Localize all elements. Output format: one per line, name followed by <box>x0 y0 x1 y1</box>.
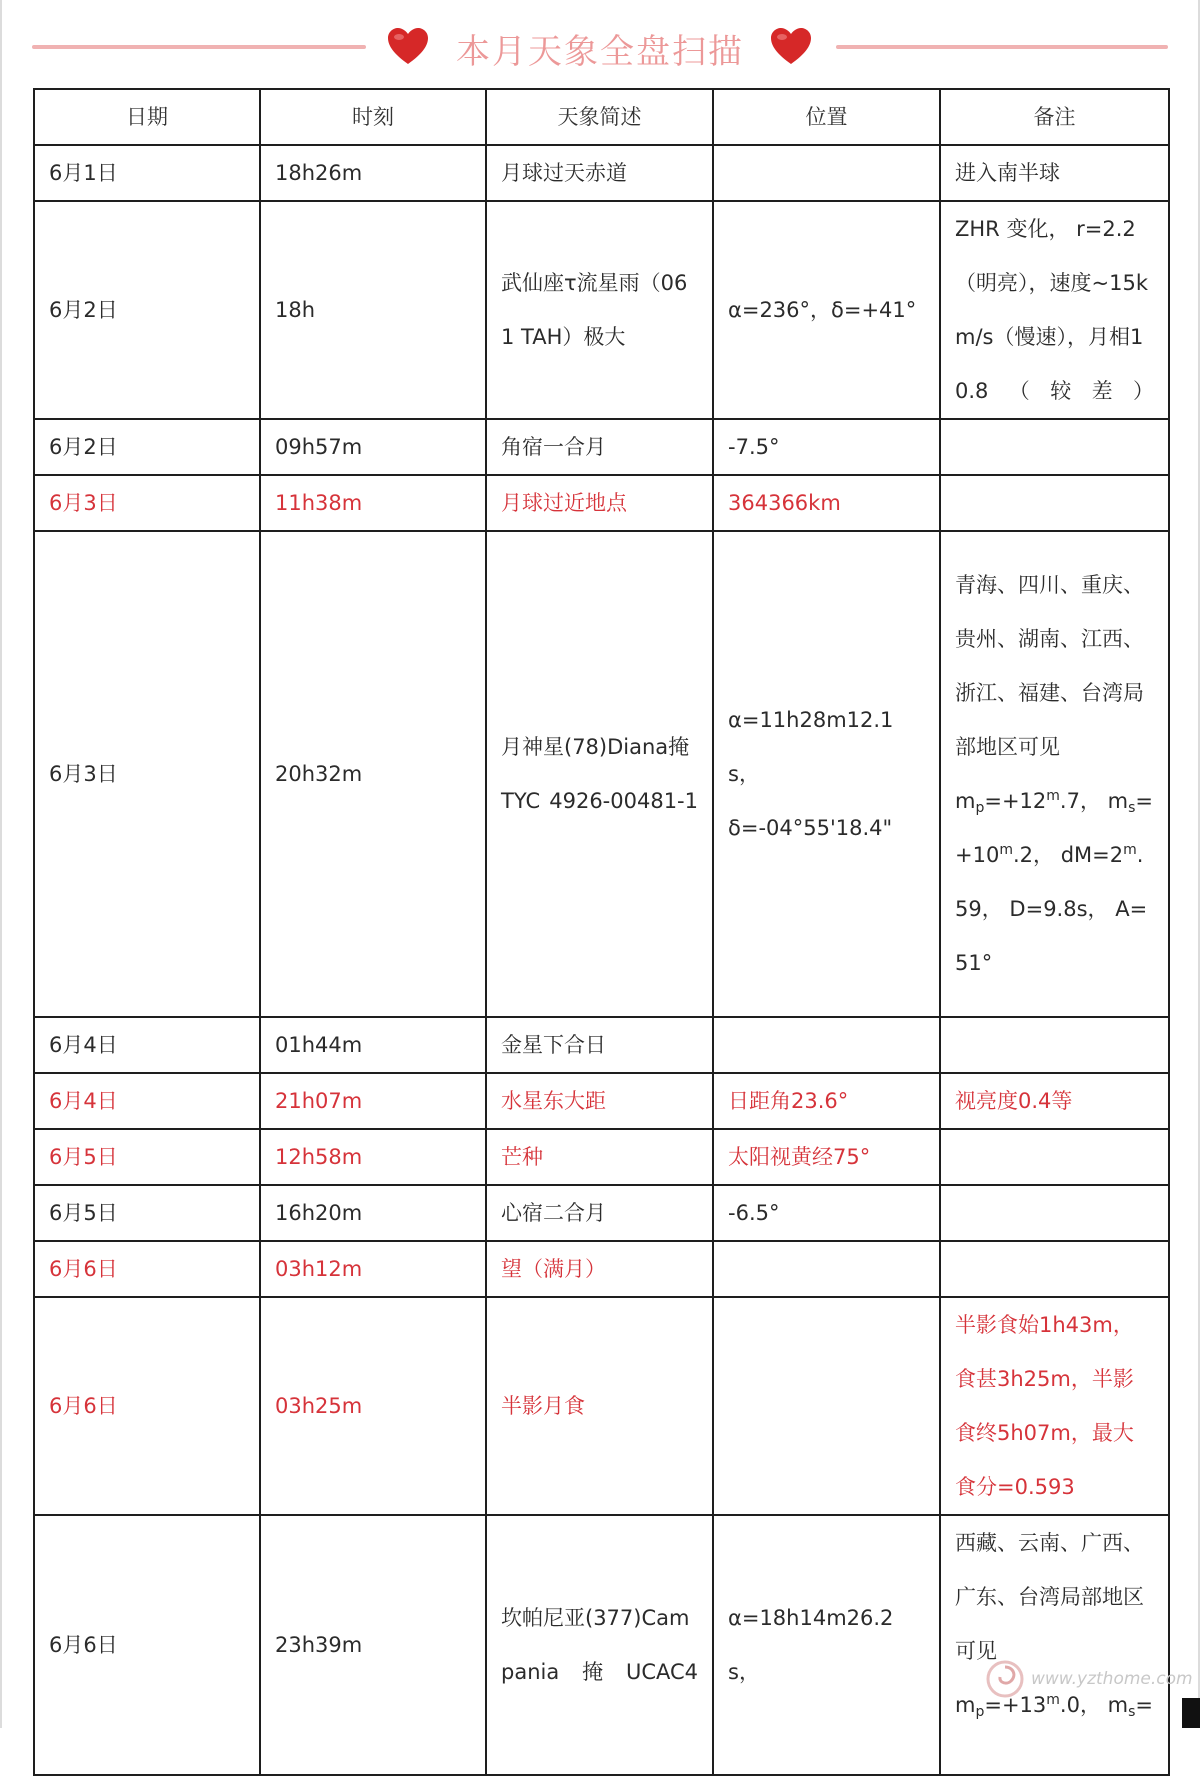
cell-date: 6月6日 <box>34 1515 260 1775</box>
cell-description: 坎帕尼亚(377)Campania掩UCAC4 <box>486 1515 713 1775</box>
cell-date: 6月1日 <box>34 145 260 201</box>
cell-note <box>940 419 1169 475</box>
table-row <box>34 145 1169 201</box>
section-header <box>0 18 1200 78</box>
cell-description: 望（满月） <box>486 1241 713 1297</box>
cell-position: α=236°，δ=+41° <box>713 201 940 419</box>
cell-position: 太阳视黄经75° <box>713 1129 940 1185</box>
table-row <box>34 1185 1169 1241</box>
cell-description: 水星东大距 <box>486 1073 713 1129</box>
table-row-highlight <box>34 1297 1169 1515</box>
table-row-highlight <box>34 1073 1169 1129</box>
cell-time: 09h57m <box>260 419 486 475</box>
table-row-highlight <box>34 475 1169 531</box>
table-row <box>34 419 1169 475</box>
cell-description: 芒种 <box>486 1129 713 1185</box>
column-header-note: 备注 <box>940 89 1169 145</box>
column-header-date: 日期 <box>34 89 260 145</box>
cell-position: -7.5° <box>713 419 940 475</box>
cell-description: 武仙座τ流星雨（061 TAH）极大 <box>486 201 713 419</box>
header-rule-right <box>836 45 1168 49</box>
corner-shadow <box>1182 1698 1200 1728</box>
table-row <box>34 531 1169 1017</box>
cell-position <box>713 1297 940 1515</box>
cell-note <box>940 475 1169 531</box>
cell-note <box>940 1185 1169 1241</box>
cell-time: 12h58m <box>260 1129 486 1185</box>
heart-icon <box>769 26 813 66</box>
cell-position: α=18h14m26.2s， <box>713 1515 940 1775</box>
cell-position <box>713 531 940 1017</box>
cell-date: 6月2日 <box>34 201 260 419</box>
note-visibility-region: 青海、四川、重庆、贵州、湖南、江西、浙江、福建、台湾局部地区可见 <box>955 573 1144 759</box>
table-header-row <box>34 89 1169 145</box>
page-title: 本月天象全盘扫描 <box>456 32 744 72</box>
cell-position: 364366km <box>713 475 940 531</box>
cell-date: 6月2日 <box>34 419 260 475</box>
cell-description: 月球过天赤道 <box>486 145 713 201</box>
cell-date: 6月4日 <box>34 1017 260 1073</box>
note-visibility-region: 西藏、云南、广西、广东、台湾局部地区可见 <box>955 1531 1144 1663</box>
cell-note: ZHR 变化， r=2.2（明亮），速度~15km/s（慢速），月相10.8（较差） <box>940 201 1169 419</box>
cell-time: 18h <box>260 201 486 419</box>
note-magnitudes: $m_p=+13^m.0$， $m_s=$ <box>955 1692 1154 1720</box>
table-row <box>34 1017 1169 1073</box>
cell-time: 01h44m <box>260 1017 486 1073</box>
cell-description: 金星下合日 <box>486 1017 713 1073</box>
cell-position: -6.5° <box>713 1185 940 1241</box>
cell-time: 20h32m <box>260 531 486 1017</box>
cell-note: 半影食始1h43m，食甚3h25m，半影食终5h07m，最大食分=0.593 <box>940 1297 1169 1515</box>
position-ra: α=11h28m12.1s， <box>728 708 894 786</box>
cell-time: 11h38m <box>260 475 486 531</box>
astronomy-events-table <box>33 88 1170 1776</box>
cell-description: 月神星(78)Diana掩TYC 4926-00481-1 <box>486 531 713 1017</box>
left-frame-line <box>0 0 2 1728</box>
cell-time: 18h26m <box>260 145 486 201</box>
table-row <box>34 1515 1169 1775</box>
cell-date: 6月5日 <box>34 1185 260 1241</box>
table-row-highlight <box>34 1129 1169 1185</box>
cell-description: 角宿一合月 <box>486 419 713 475</box>
cell-note: 视亮度0.4等 <box>940 1073 1169 1129</box>
cell-note <box>940 1515 1169 1775</box>
column-header-description: 天象简述 <box>486 89 713 145</box>
cell-note <box>940 1129 1169 1185</box>
note-magnitudes: $m_p=+12^m.7$， $m_s=+10^m.2$， $dM=2^m.59$， D=9.8s， A=51° <box>955 788 1154 975</box>
cell-date: 6月4日 <box>34 1073 260 1129</box>
heart-icon <box>386 26 430 66</box>
cell-time: 03h25m <box>260 1297 486 1515</box>
cell-description: 心宿二合月 <box>486 1185 713 1241</box>
cell-time: 03h12m <box>260 1241 486 1297</box>
cell-description: 月球过近地点 <box>486 475 713 531</box>
cell-time: 23h39m <box>260 1515 486 1775</box>
table-row <box>34 201 1169 419</box>
column-header-time: 时刻 <box>260 89 486 145</box>
cell-time: 16h20m <box>260 1185 486 1241</box>
header-rule-left <box>32 45 366 49</box>
cell-position <box>713 1017 940 1073</box>
column-header-position: 位置 <box>713 89 940 145</box>
cell-note: 进入南半球 <box>940 145 1169 201</box>
cell-note <box>940 1241 1169 1297</box>
watermark-url: www.yzthome.com <box>1031 1669 1193 1689</box>
cell-position <box>713 145 940 201</box>
cell-date: 6月3日 <box>34 475 260 531</box>
position-dec: δ=-04°55'18.4" <box>728 816 893 840</box>
cell-position: 日距角23.6° <box>713 1073 940 1129</box>
table-row-highlight <box>34 1241 1169 1297</box>
cell-date: 6月5日 <box>34 1129 260 1185</box>
cell-date: 6月6日 <box>34 1297 260 1515</box>
cell-date: 6月6日 <box>34 1241 260 1297</box>
cell-date: 6月3日 <box>34 531 260 1017</box>
cell-description: 半影月食 <box>486 1297 713 1515</box>
cell-time: 21h07m <box>260 1073 486 1129</box>
cell-position <box>713 1241 940 1297</box>
cell-note <box>940 531 1169 1017</box>
cell-note <box>940 1017 1169 1073</box>
